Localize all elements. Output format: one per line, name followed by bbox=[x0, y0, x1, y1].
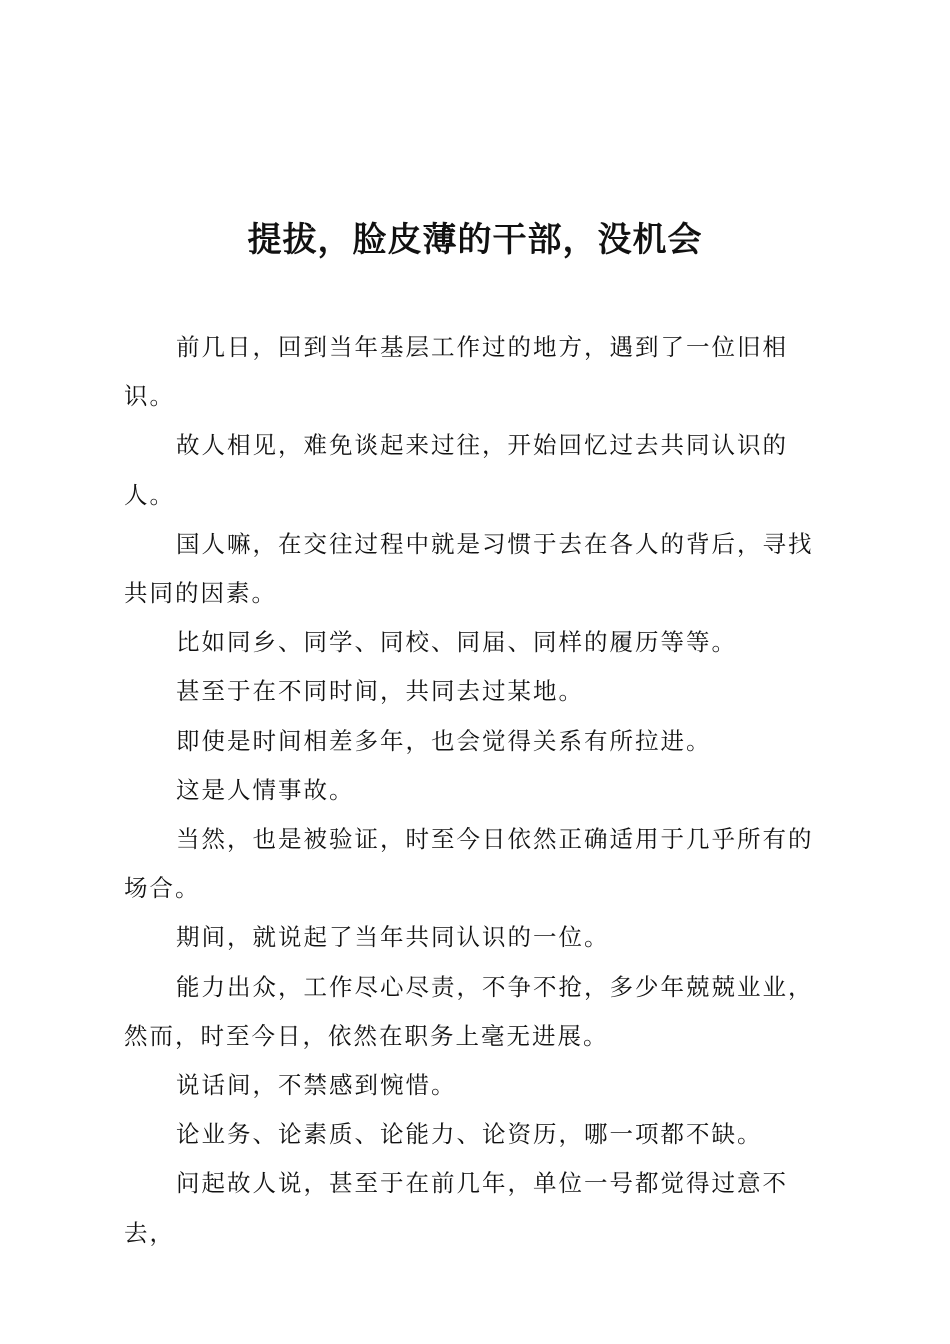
paragraph: 论业务、论素质、论能力、论资历，哪一项都不缺。 bbox=[176, 1120, 763, 1149]
paragraph: 说话间，不禁感到惋惜。 bbox=[176, 1071, 457, 1100]
paragraph: 前几日，回到当年基层工作过的地方，遇到了一位旧相识。 bbox=[124, 333, 788, 411]
paragraph: 能力出众，工作尽心尽责，不争不抢，多少年兢兢业业，然而，时至今日，依然在职务上毫无进展。 bbox=[124, 972, 814, 1050]
paragraph: 故人相见，难免谈起来过往，开始回忆过去共同认识的人。 bbox=[124, 431, 788, 509]
paragraph: 当然，也是被验证，时至今日依然正确适用于几乎所有的场合。 bbox=[124, 825, 814, 903]
paragraph: 比如同乡、同学、同校、同届、同样的履历等等。 bbox=[176, 628, 737, 657]
paragraph: 甚至于在不同时间，共同去过某地。 bbox=[176, 677, 584, 706]
paragraph: 即使是时间相差多年，也会觉得关系有所拉进。 bbox=[176, 726, 712, 755]
document-title: 提拔，脸皮薄的干部，没机会 bbox=[247, 220, 703, 260]
document-body bbox=[124, 323, 836, 1258]
paragraph: 问起故人说，甚至于在前几年，单位一号都觉得过意不去， bbox=[124, 1169, 788, 1247]
paragraph: 这是人情事故。 bbox=[176, 775, 355, 804]
paragraph: 国人嘛，在交往过程中就是习惯于去在各人的背后，寻找共同的因素。 bbox=[124, 529, 814, 608]
paragraph: 期间，就说起了当年共同认识的一位。 bbox=[176, 923, 610, 952]
